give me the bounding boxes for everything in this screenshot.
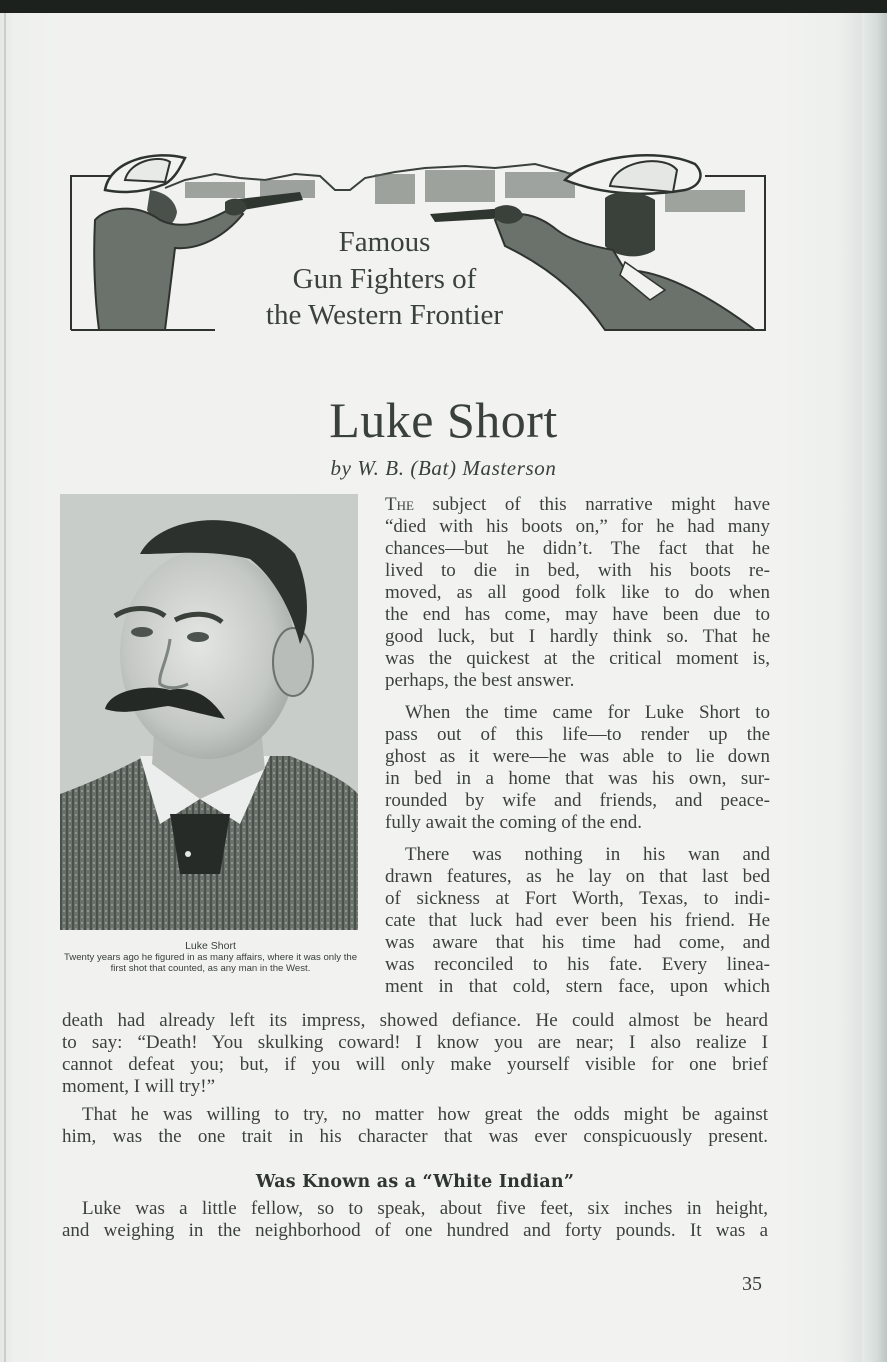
- text-line: and weighing in the neighborhood of one hundred and forty pounds. It was a: [62, 1220, 768, 1241]
- text-line: in bed in a home that was his own, sur-: [385, 768, 770, 789]
- text-line: was reconciled to his fate. Every linea-: [385, 954, 770, 975]
- text-line: drawn features, as he lay on that last bed: [385, 866, 770, 887]
- article-column: [385, 494, 770, 998]
- article-byline: by W. B. (Bat) Masterson: [330, 456, 557, 480]
- paragraph-white-indian: [62, 1198, 768, 1242]
- text-line: perhaps, the best answer.: [385, 670, 575, 691]
- text-line: rounded by wife and friends, and peace-: [385, 790, 770, 811]
- caption-title: Luke Short: [185, 940, 236, 952]
- series-title-line-3: the Western Frontier: [265, 299, 504, 331]
- header-illustration: [65, 150, 768, 332]
- portrait-of-luke-short-icon: [60, 494, 358, 930]
- text-line: moved, as all good folk like to do when: [385, 582, 770, 603]
- text-line: cate that luck had ever been his friend. He: [385, 910, 770, 931]
- text-line: ment in that cold, stern face, upon which: [385, 976, 770, 997]
- text-line: When the time came for Luke Short to: [405, 702, 770, 723]
- paragraph-1: [385, 494, 770, 692]
- series-title-line-1: Famous: [338, 226, 431, 258]
- text-line: cannot defeat you; but, if you will only make yourself visible for one brief: [62, 1054, 768, 1075]
- text-line: was the quickest at the critical moment is,: [385, 648, 770, 669]
- series-title-line-2: Gun Fighters of: [292, 263, 477, 295]
- paragraph-willing-to-try: [62, 1104, 768, 1148]
- text-line: moment, I will try!”: [62, 1076, 216, 1097]
- paragraph-2: [385, 702, 770, 834]
- full-width-continuation: [62, 1010, 768, 1098]
- paragraph-3: [385, 844, 770, 998]
- photo-caption: [58, 941, 363, 974]
- section-subheading: Was Known as a “White Indian”: [255, 1172, 575, 1192]
- text-line: him, was the one trait in his character that was ever conspicuously present.: [62, 1126, 768, 1147]
- article-title: Luke Short: [329, 392, 558, 448]
- text-line: good luck, but I hardly think so. That he: [385, 626, 770, 647]
- caption-text: Twenty years ago he figured in as many affairs, where it was only the first shot that counted, as any man in the West.: [63, 952, 358, 974]
- text-line: That he was willing to try, no matter how great the odds might be against: [82, 1104, 768, 1125]
- text-line: There was nothing in his wan and: [405, 844, 770, 865]
- page-number: 35: [742, 1273, 762, 1295]
- text-line: death had already left its impress, showed defiance. He could almost be heard: [62, 1010, 768, 1031]
- text-line: ghost as it were—he was able to lie down: [385, 746, 770, 767]
- text-line: fully await the coming of the end.: [385, 812, 642, 833]
- page-edge-left: [4, 13, 6, 1362]
- text-line: lived to die in bed, with his boots re-: [385, 560, 770, 581]
- text-line: was aware that his time had come, and: [385, 932, 770, 953]
- text-line: the end has come, may have been due to: [385, 604, 770, 625]
- text-line: pass out of this life—to render up the: [385, 724, 770, 745]
- text-line: subject of this narrative might have: [413, 494, 770, 515]
- text-line: of sickness at Fort Worth, Texas, to indi-: [385, 888, 770, 909]
- page-edge-right: [862, 13, 887, 1362]
- text-line: Luke was a little fellow, so to speak, about five feet, six inches in height,: [82, 1198, 768, 1219]
- lead-in-small-caps: The: [385, 494, 414, 515]
- text-line: to say: “Death! You skulking coward! I know you are near; I also realize I: [62, 1032, 768, 1053]
- text-line: chances—but he didn’t. The fact that he: [385, 538, 770, 559]
- text-line: “died with his boots on,” for he had many: [385, 516, 770, 537]
- portrait-photo: [60, 494, 358, 930]
